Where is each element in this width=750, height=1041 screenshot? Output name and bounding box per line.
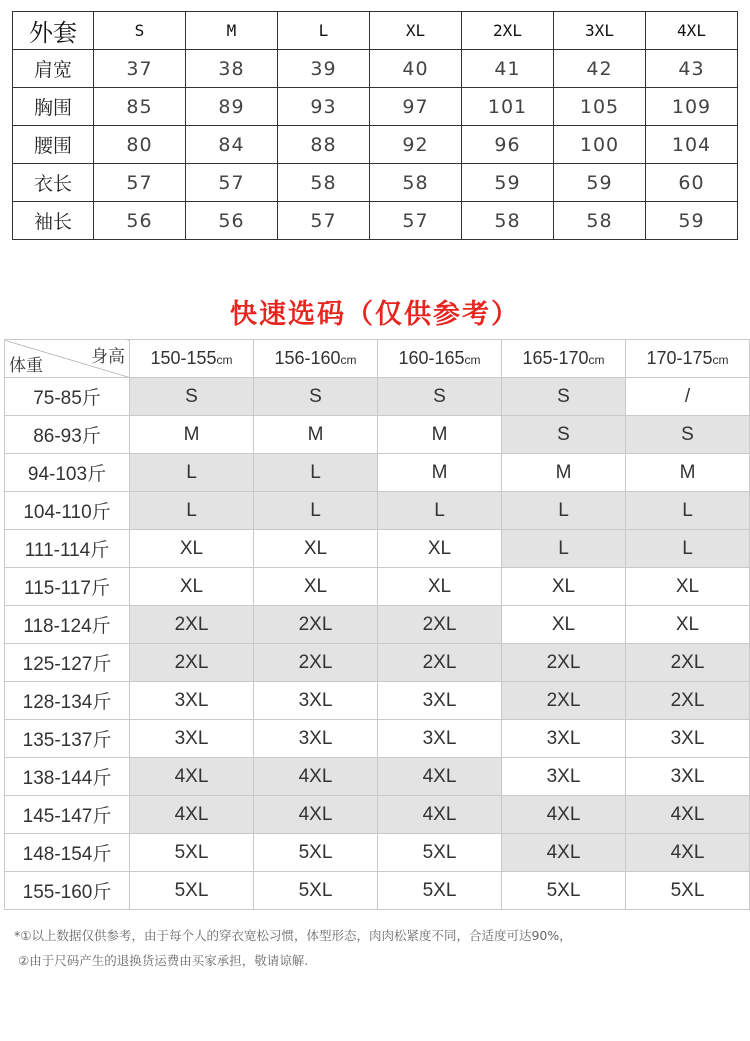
measurement-row	[13, 126, 738, 164]
height-unit: cm	[588, 353, 605, 367]
recommended-size-cell: S	[254, 378, 378, 416]
measurement-value: 93	[278, 88, 370, 126]
weight-range-label: 118-124斤	[5, 606, 130, 644]
measurement-row	[13, 164, 738, 202]
recommended-size-cell: /	[626, 378, 750, 416]
recommended-size-cell: 5XL	[130, 872, 254, 910]
height-range: 170-175	[646, 348, 713, 368]
recommended-size-cell: 5XL	[626, 872, 750, 910]
height-unit: cm	[216, 353, 233, 367]
recommended-size-cell: 4XL	[254, 796, 378, 834]
weight-row	[5, 796, 750, 834]
recommended-size-cell: 5XL	[254, 834, 378, 872]
recommended-size-cell: 2XL	[502, 682, 626, 720]
measurement-value: 80	[94, 126, 186, 164]
measurement-label: 肩宽	[13, 50, 94, 88]
weight-row	[5, 872, 750, 910]
measurement-value: 89	[186, 88, 278, 126]
height-unit: cm	[464, 353, 481, 367]
size-header-cell: XL	[370, 12, 462, 50]
measurement-value: 100	[554, 126, 646, 164]
height-header-row	[5, 340, 750, 378]
measurement-value: 38	[186, 50, 278, 88]
recommended-size-cell: 2XL	[130, 644, 254, 682]
weight-row	[5, 720, 750, 758]
measurement-value: 105	[554, 88, 646, 126]
measurement-label: 胸围	[13, 88, 94, 126]
weight-row	[5, 758, 750, 796]
recommended-size-cell: 2XL	[626, 682, 750, 720]
size-header-cell: 3XL	[554, 12, 646, 50]
measurement-label: 腰围	[13, 126, 94, 164]
measurement-value: 96	[462, 126, 554, 164]
recommended-size-cell: 2XL	[626, 644, 750, 682]
recommended-size-cell: XL	[254, 530, 378, 568]
measurement-label: 衣长	[13, 164, 94, 202]
measurement-value: 84	[186, 126, 278, 164]
height-unit: cm	[340, 353, 357, 367]
recommended-size-cell: 3XL	[254, 720, 378, 758]
height-range: 150-155	[150, 348, 217, 368]
recommended-size-cell: XL	[378, 568, 502, 606]
recommended-size-cell: M	[626, 454, 750, 492]
recommended-size-cell: 3XL	[378, 720, 502, 758]
recommended-size-cell: L	[254, 454, 378, 492]
weight-range-label: 148-154斤	[5, 834, 130, 872]
measurement-row	[13, 88, 738, 126]
recommended-size-cell: 5XL	[254, 872, 378, 910]
weight-row	[5, 682, 750, 720]
measurement-value: 97	[370, 88, 462, 126]
weight-label: 体重	[9, 356, 43, 375]
weight-row	[5, 492, 750, 530]
height-header-cell	[626, 340, 750, 378]
height-label: 身高	[91, 347, 125, 366]
recommended-size-cell: L	[254, 492, 378, 530]
weight-range-label: 111-114斤	[5, 530, 130, 568]
note-line-2: ②由于尺码产生的退换货运费由买家承担，敬请谅解.	[18, 953, 309, 968]
recommended-size-cell: XL	[502, 568, 626, 606]
quick-select-title: 快速选码（仅供参考）	[230, 299, 520, 330]
measurement-value: 104	[646, 126, 738, 164]
recommended-size-cell: S	[502, 378, 626, 416]
height-range: 165-170	[522, 348, 589, 368]
recommended-size-cell: 5XL	[130, 834, 254, 872]
quick-select-table	[4, 339, 750, 910]
measurement-value: 37	[94, 50, 186, 88]
recommended-size-cell: L	[502, 530, 626, 568]
weight-range-label: 125-127斤	[5, 644, 130, 682]
recommended-size-cell: XL	[502, 606, 626, 644]
height-range: 160-165	[398, 348, 465, 368]
recommended-size-cell: M	[378, 454, 502, 492]
height-header-cell	[130, 340, 254, 378]
measurement-value: 58	[278, 164, 370, 202]
measurement-value: 57	[278, 202, 370, 240]
weight-row	[5, 454, 750, 492]
recommended-size-cell: 4XL	[502, 796, 626, 834]
measurement-value: 40	[370, 50, 462, 88]
measurement-value: 57	[186, 164, 278, 202]
recommended-size-cell: 4XL	[626, 834, 750, 872]
measurement-value: 109	[646, 88, 738, 126]
weight-range-label: 155-160斤	[5, 872, 130, 910]
weight-row	[5, 568, 750, 606]
measurement-row	[13, 202, 738, 240]
notes-block	[14, 923, 572, 973]
recommended-size-cell: 5XL	[378, 834, 502, 872]
weight-range-label: 138-144斤	[5, 758, 130, 796]
recommended-size-cell: 3XL	[626, 758, 750, 796]
recommended-size-cell: XL	[626, 568, 750, 606]
recommended-size-cell: 5XL	[378, 872, 502, 910]
weight-range-label: 104-110斤	[5, 492, 130, 530]
recommended-size-cell: M	[254, 416, 378, 454]
measurement-value: 39	[278, 50, 370, 88]
weight-row	[5, 378, 750, 416]
measurement-value: 57	[94, 164, 186, 202]
weight-range-label: 75-85斤	[5, 378, 130, 416]
measurement-value: 41	[462, 50, 554, 88]
measurement-label: 袖长	[13, 202, 94, 240]
weight-row	[5, 644, 750, 682]
measurement-value: 101	[462, 88, 554, 126]
size-header-cell: 4XL	[646, 12, 738, 50]
measurement-value: 58	[370, 164, 462, 202]
recommended-size-cell: XL	[378, 530, 502, 568]
recommended-size-cell: 4XL	[378, 758, 502, 796]
recommended-size-cell: S	[502, 416, 626, 454]
recommended-size-cell: S	[378, 378, 502, 416]
recommended-size-cell: 4XL	[626, 796, 750, 834]
recommended-size-cell: 4XL	[130, 758, 254, 796]
recommended-size-cell: XL	[626, 606, 750, 644]
recommended-size-cell: 4XL	[378, 796, 502, 834]
weight-row	[5, 416, 750, 454]
recommended-size-cell: 2XL	[502, 644, 626, 682]
recommended-size-cell: 4XL	[502, 834, 626, 872]
recommended-size-cell: 4XL	[130, 796, 254, 834]
measurement-value: 85	[94, 88, 186, 126]
measurement-value: 56	[94, 202, 186, 240]
size-table-corner: 外套	[13, 12, 94, 50]
size-header-row	[13, 12, 738, 50]
recommended-size-cell: S	[626, 416, 750, 454]
recommended-size-cell: L	[626, 530, 750, 568]
height-weight-corner	[5, 340, 130, 378]
recommended-size-cell: 3XL	[502, 758, 626, 796]
size-header-cell: S	[94, 12, 186, 50]
weight-range-label: 115-117斤	[5, 568, 130, 606]
recommended-size-cell: 2XL	[254, 606, 378, 644]
size-chart-table	[12, 11, 738, 240]
size-header-cell: M	[186, 12, 278, 50]
recommended-size-cell: L	[130, 454, 254, 492]
weight-row	[5, 530, 750, 568]
recommended-size-cell: 3XL	[130, 720, 254, 758]
recommended-size-cell: 3XL	[378, 682, 502, 720]
recommended-size-cell: 3XL	[130, 682, 254, 720]
measurement-value: 60	[646, 164, 738, 202]
size-header-cell: L	[278, 12, 370, 50]
recommended-size-cell: S	[130, 378, 254, 416]
recommended-size-cell: M	[502, 454, 626, 492]
measurement-value: 57	[370, 202, 462, 240]
weight-range-label: 135-137斤	[5, 720, 130, 758]
recommended-size-cell: XL	[254, 568, 378, 606]
recommended-size-cell: 3XL	[254, 682, 378, 720]
recommended-size-cell: L	[130, 492, 254, 530]
weight-range-label: 86-93斤	[5, 416, 130, 454]
weight-range-label: 145-147斤	[5, 796, 130, 834]
measurement-value: 58	[554, 202, 646, 240]
recommended-size-cell: L	[626, 492, 750, 530]
measurement-value: 42	[554, 50, 646, 88]
measurement-value: 59	[462, 164, 554, 202]
recommended-size-cell: M	[378, 416, 502, 454]
measurement-value: 59	[646, 202, 738, 240]
recommended-size-cell: 3XL	[626, 720, 750, 758]
weight-range-label: 94-103斤	[5, 454, 130, 492]
measurement-value: 88	[278, 126, 370, 164]
height-header-cell	[502, 340, 626, 378]
height-header-cell	[378, 340, 502, 378]
recommended-size-cell: L	[502, 492, 626, 530]
weight-row	[5, 606, 750, 644]
height-unit: cm	[712, 353, 729, 367]
recommended-size-cell: 2XL	[378, 606, 502, 644]
recommended-size-cell: 4XL	[254, 758, 378, 796]
recommended-size-cell: 5XL	[502, 872, 626, 910]
note-line-1: *①以上数据仅供参考，由于每个人的穿衣宽松习惯，体型形态，肉肉松紧度不同，合适度可达90%，	[14, 928, 572, 943]
measurement-row	[13, 50, 738, 88]
height-range: 156-160	[274, 348, 341, 368]
height-header-cell	[254, 340, 378, 378]
recommended-size-cell: L	[378, 492, 502, 530]
recommended-size-cell: XL	[130, 568, 254, 606]
recommended-size-cell: 2XL	[130, 606, 254, 644]
weight-row	[5, 834, 750, 872]
recommended-size-cell: M	[130, 416, 254, 454]
weight-range-label: 128-134斤	[5, 682, 130, 720]
measurement-value: 59	[554, 164, 646, 202]
recommended-size-cell: XL	[130, 530, 254, 568]
recommended-size-cell: 3XL	[502, 720, 626, 758]
measurement-value: 92	[370, 126, 462, 164]
measurement-value: 43	[646, 50, 738, 88]
measurement-value: 58	[462, 202, 554, 240]
recommended-size-cell: 2XL	[378, 644, 502, 682]
recommended-size-cell: 2XL	[254, 644, 378, 682]
measurement-value: 56	[186, 202, 278, 240]
size-header-cell: 2XL	[462, 12, 554, 50]
